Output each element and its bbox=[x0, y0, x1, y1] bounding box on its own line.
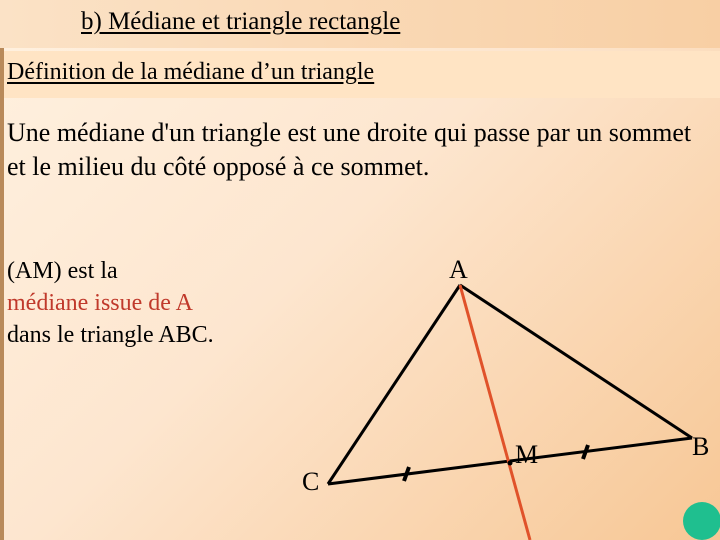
point-m bbox=[508, 461, 513, 466]
side-ac bbox=[328, 285, 460, 484]
slide-title: b) Médiane et triangle rectangle bbox=[81, 8, 401, 35]
label-a: A bbox=[449, 255, 468, 284]
caption-line-1: (AM) est la bbox=[7, 258, 118, 284]
next-slide-button[interactable] bbox=[683, 502, 720, 540]
tick-mark-cm bbox=[404, 467, 409, 481]
label-m: M bbox=[515, 440, 539, 469]
caption-line-2: médiane issue de A bbox=[7, 290, 193, 316]
tick-mark-mb bbox=[583, 445, 588, 459]
label-b: B bbox=[692, 432, 710, 461]
definition-text: Une médiane d'un triangle est une droite qui passe par un sommet et le milieu du côté opposé à ce sommet. bbox=[7, 118, 692, 181]
label-c: C bbox=[302, 467, 320, 496]
caption-line-3: dans le triangle ABC. bbox=[7, 322, 214, 348]
slide-subtitle: Définition de la médiane d’un triangle bbox=[7, 59, 375, 85]
